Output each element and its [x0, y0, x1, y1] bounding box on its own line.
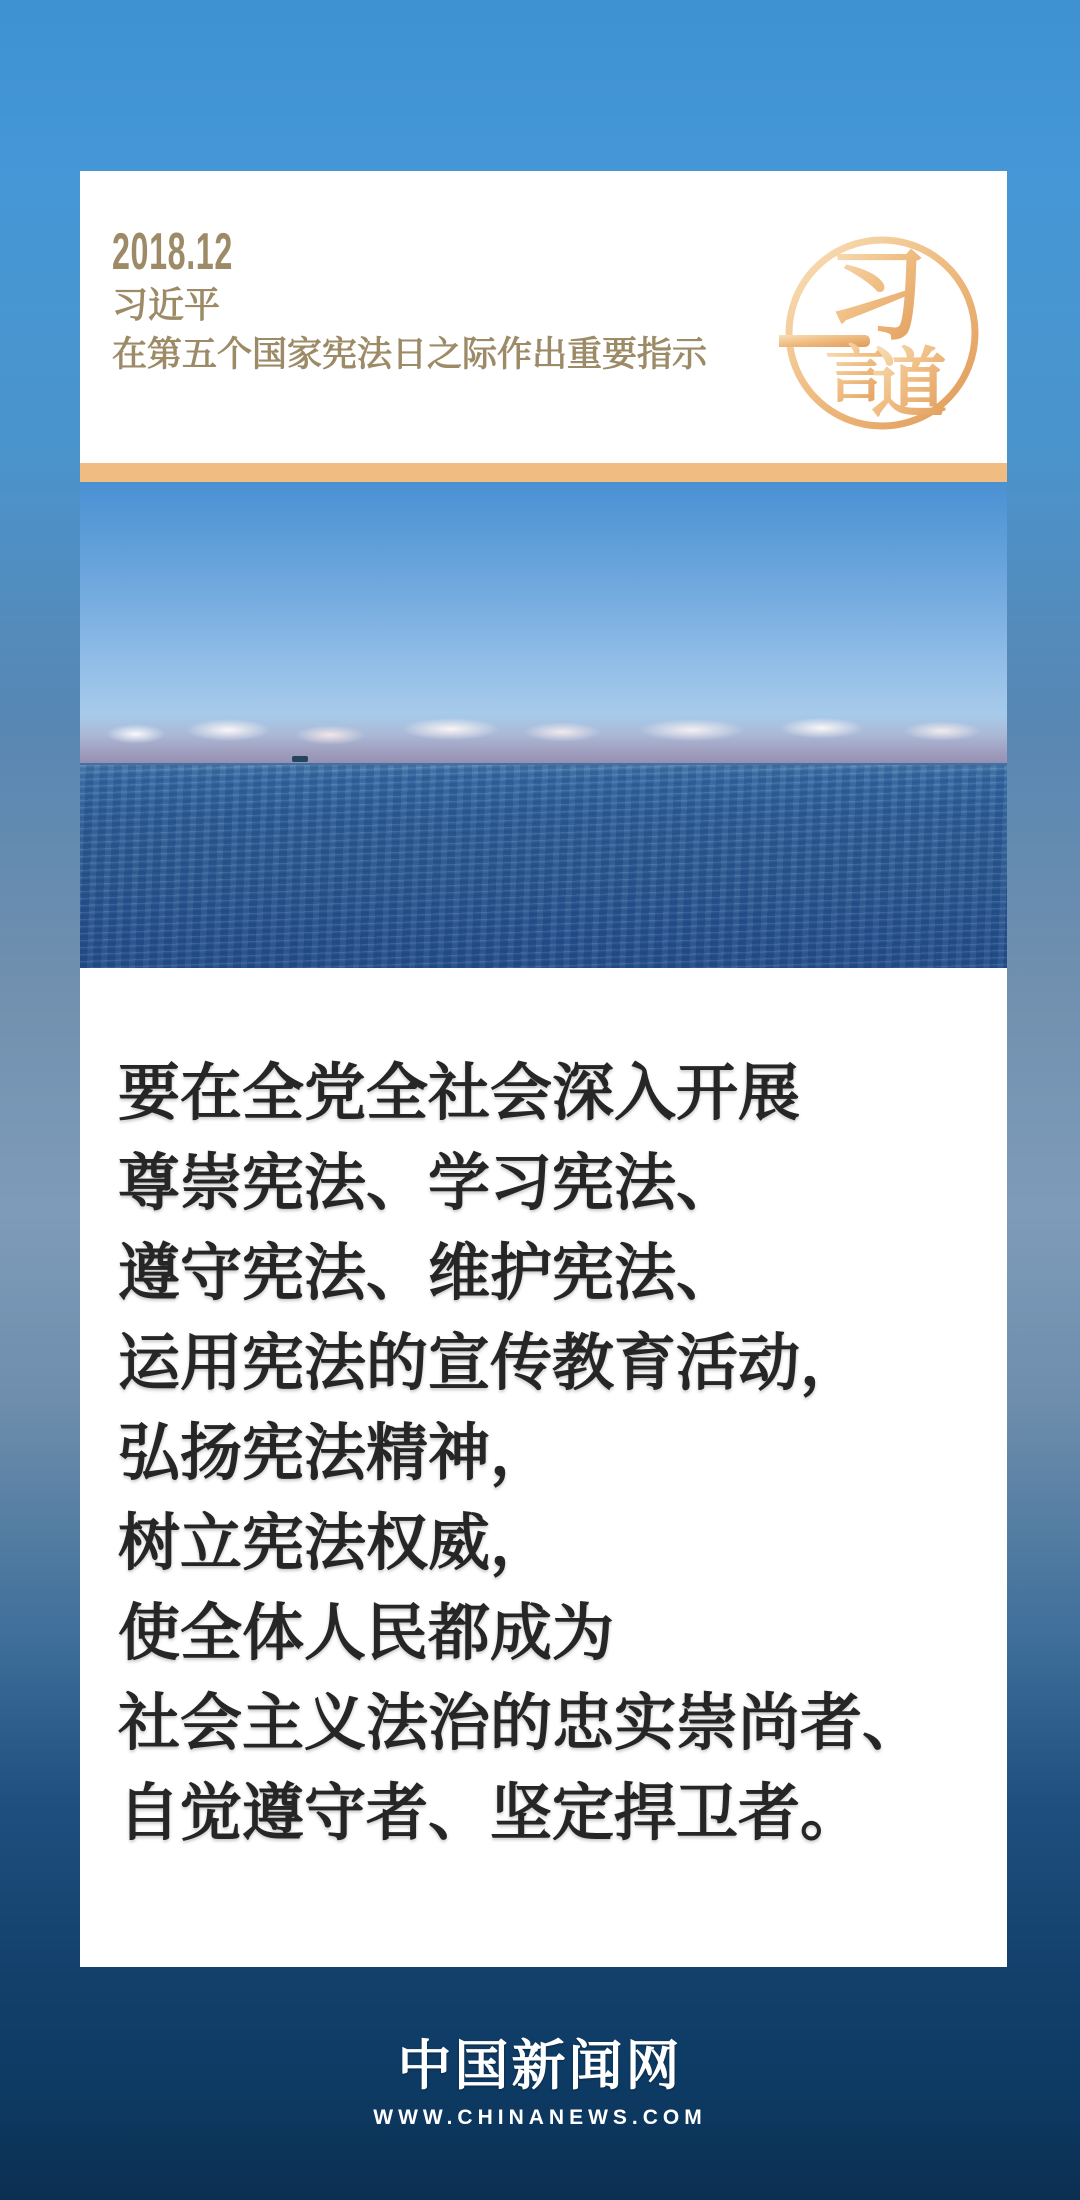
seal-svg [779, 226, 985, 440]
quote-line: 运用宪法的宣传教育活动， [118, 1329, 863, 1398]
speaker-name: 习近平 [112, 284, 221, 325]
occasion-title: 在第五个国家宪法日之际作出重要指示 [112, 335, 708, 374]
chinanews-logo: 中国新闻网 [397, 2033, 683, 2097]
quote-line: 要在全党全社会深入开展 [118, 1059, 801, 1128]
date-label: 2018.12 [112, 223, 233, 281]
quote-line: 遵守宪法、维护宪法、 [118, 1239, 739, 1308]
seal-char-xi: 习 [827, 240, 927, 352]
quote-text-block [118, 1049, 978, 1859]
quote-line: 使全体人民都成为 [118, 1599, 615, 1668]
ocean-photo [80, 482, 1007, 968]
quote-card [80, 171, 1007, 1967]
xi-yan-dao-seal-icon [779, 226, 985, 440]
photo-ship-silhouette [292, 756, 308, 762]
divider-stripe [80, 463, 1007, 482]
quote-line: 社会主义法治的忠实崇尚者、 [118, 1689, 925, 1758]
chinanews-footer [0, 2032, 1080, 2130]
photo-cloud-band [80, 715, 1007, 765]
quote-line: 弘扬宪法精神， [118, 1419, 553, 1488]
seal-char-dao: 道 [871, 342, 947, 427]
quote-line: 尊崇宪法、学习宪法、 [118, 1149, 739, 1218]
quote-line: 自觉遵守者、坚定捍卫者。 [118, 1779, 863, 1848]
quote-line: 树立宪法权威， [118, 1509, 553, 1578]
seal-char-yan: 言 [825, 341, 888, 410]
photo-sea [80, 765, 1007, 968]
site-url: WWW.CHINANEWS.COM [373, 2106, 707, 2129]
